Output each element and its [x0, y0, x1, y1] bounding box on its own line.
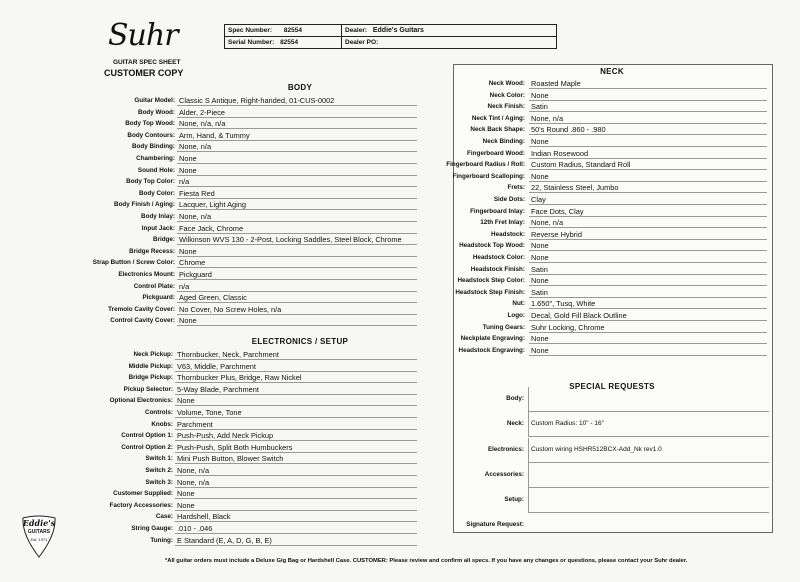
neck-spec-row	[0, 136, 800, 147]
neck-spec-row	[0, 264, 800, 275]
spec-number-cell	[225, 25, 342, 37]
neck-spec-row	[0, 287, 800, 298]
neck-spec-row	[0, 206, 800, 217]
electronics-spec-label: Tuning:	[150, 536, 173, 544]
body-spec-value: Arm, Hand, & Tummy	[179, 130, 250, 140]
body-spec-value: Classic S Antique, Right-handed, 01-CUS-0002	[179, 96, 335, 105]
neck-spec-value: None	[531, 137, 549, 146]
electronics-spec-value: 5-Way Blade, Parchment	[177, 384, 259, 394]
body-spec-value: Chrome	[179, 258, 206, 268]
body-spec-value: Face Jack, Chrome	[179, 223, 244, 233]
neck-spec-value: None	[531, 253, 549, 262]
neck-spec-label: Headstock Engraving:	[458, 346, 525, 354]
neck-spec-label: Headstock:	[491, 230, 525, 238]
electronics-spec-row	[0, 511, 800, 522]
electronics-spec-label: Bridge Pickup:	[128, 374, 173, 382]
special-request-box	[528, 488, 769, 513]
neck-spec-label: Fingerboard Wood:	[467, 149, 525, 157]
electronics-spec-value: Push-Push, Split Both Humbuckers	[177, 442, 293, 452]
body-spec-value: Fiesta Red	[179, 188, 215, 198]
electronics-spec-label: Control Option 1:	[121, 432, 173, 440]
electronics-spec-value: Volume, Tone, Tone	[177, 408, 242, 417]
neck-spec-row	[0, 159, 800, 170]
electronics-spec-value: E Standard (E, A, D, G, B, E)	[177, 535, 272, 545]
body-spec-value: n/a	[179, 281, 190, 291]
neck-spec-row	[0, 240, 800, 251]
special-request-value: Custom wiring HSHR512BCX-Add_Nk rev1.0	[531, 446, 662, 453]
neck-spec-row	[0, 124, 800, 135]
special-request-label: Neck:	[506, 420, 524, 427]
serial-number-cell	[225, 37, 342, 49]
neck-spec-row	[0, 182, 800, 193]
neck-spec-row	[0, 148, 800, 159]
electronics-spec-row	[0, 523, 800, 534]
neck-spec-label: Headstock Step Color:	[457, 277, 525, 285]
neck-spec-row	[0, 194, 800, 205]
electronics-spec-row	[0, 372, 800, 383]
body-spec-value: Aged Green, Classic	[179, 293, 247, 303]
body-spec-value: No Cover, No Screw Holes, n/a	[179, 304, 282, 314]
neck-spec-label: Headstock Finish:	[470, 265, 525, 273]
spec-table	[224, 24, 557, 49]
body-spec-label: Body Top Color:	[126, 178, 175, 186]
electronics-spec-label: Control Option 2:	[121, 443, 173, 451]
body-spec-value: None, n/a	[179, 142, 212, 152]
body-spec-label: Bridge:	[152, 236, 175, 244]
body-spec-value: Wilkinson WVS 130 - 2-Post, Locking Saddles, Steel Block, Chrome	[179, 235, 402, 245]
neck-spec-value: Reverse Hybrid	[531, 229, 582, 239]
neck-spec-row	[0, 78, 800, 89]
special-request-label: Setup:	[504, 496, 524, 503]
electronics-spec-value: V63, Middle, Parchment	[177, 361, 256, 371]
neck-spec-value: Suhr Locking, Chrome	[531, 322, 605, 332]
logo-text: Suhr	[108, 18, 178, 53]
neck-spec-row	[0, 252, 800, 263]
neck-spec-label: Tuning Gears:	[482, 323, 525, 331]
body-spec-value: None, n/a, n/a	[179, 119, 226, 129]
neck-spec-label: Neck Binding:	[482, 138, 525, 145]
electronics-spec-value: None	[177, 500, 195, 510]
electronics-spec-label: Optional Electronics:	[109, 397, 173, 405]
body-spec-label: Bridge Recess:	[129, 247, 175, 255]
neck-spec-label: Headstock Top Wood:	[459, 242, 525, 250]
special-request-value: Custom Radius: 10" - 16"	[531, 420, 604, 427]
neck-spec-value: None	[531, 241, 549, 251]
body-spec-value: None	[179, 316, 197, 326]
electronics-spec-value: .010 - .046	[177, 524, 213, 533]
neck-spec-label: Nut:	[512, 300, 525, 308]
special-requests-title: SPECIAL REQUESTS	[569, 382, 655, 391]
body-spec-label: Tremolo Cavity Cover:	[108, 305, 175, 313]
sheet-subtitle: GUITAR SPEC SHEET	[113, 59, 181, 66]
body-spec-label: Sound Hole:	[137, 166, 175, 174]
neck-spec-row	[0, 113, 800, 124]
electronics-spec-value: Thornbucker, Neck, Parchment	[177, 350, 279, 359]
electronics-spec-label: String Gauge:	[131, 525, 173, 532]
electronics-spec-label: Knobs:	[151, 420, 173, 428]
neck-spec-label: Neckplate Engraving:	[460, 335, 525, 343]
electronics-spec-value: None	[177, 489, 195, 499]
neck-spec-value: Clay	[531, 195, 546, 204]
neck-spec-label: Logo:	[507, 312, 525, 319]
electronics-spec-label: Factory Accessories:	[109, 501, 173, 509]
badge-line2: GUITARS	[27, 529, 51, 535]
special-request-box	[528, 463, 769, 488]
dealer-cell	[342, 25, 557, 37]
electronics-spec-value: Mini Push Button, Blower Switch	[177, 454, 284, 464]
special-request-label: Electronics:	[487, 446, 524, 453]
dealer-value: Eddie's Guitars	[372, 27, 424, 34]
neck-spec-value: Satin	[531, 264, 548, 274]
neck-spec-value: None, n/a	[531, 218, 564, 228]
neck-spec-label: Neck Finish:	[487, 103, 525, 111]
body-spec-label: Body Binding:	[131, 143, 175, 151]
electronics-spec-value: Push-Push, Add Neck Pickup	[177, 431, 274, 441]
neck-spec-label: Neck Color:	[489, 91, 525, 99]
electronics-spec-value: Thornbucker Plus, Bridge, Raw Nickel	[177, 373, 302, 383]
body-spec-label: Input Jack:	[141, 224, 175, 232]
neck-spec-label: Frets:	[507, 184, 525, 192]
neck-spec-row	[0, 345, 800, 356]
neck-spec-label: Neck Tint / Aging:	[471, 114, 525, 122]
signature-request-label: Signature Request:	[466, 521, 524, 528]
body-spec-value: Alder, 2-Piece	[179, 107, 226, 117]
neck-spec-label: 12th Fret Inlay:	[480, 219, 525, 227]
neck-spec-label: Neck Back Shape:	[470, 126, 525, 134]
electronics-spec-value: None, n/a	[177, 466, 210, 475]
body-spec-label: Electronics Mount:	[118, 271, 175, 278]
special-request-label: Accessories:	[484, 471, 524, 478]
neck-spec-row	[0, 310, 800, 321]
electronics-spec-label: Case:	[155, 513, 173, 521]
body-spec-label: Chambering:	[136, 155, 175, 162]
footer-note: *All guitar orders must include a Deluxe Gig Bag or Hardshell Case. CUSTOMER: Please review and confirm all specs. If you have any changes or questions, please contact your Suhr dealer.	[165, 558, 688, 564]
neck-spec-row	[0, 333, 800, 344]
neck-spec-row	[0, 101, 800, 112]
neck-spec-value: None	[531, 276, 549, 286]
neck-spec-label: Fingerboard Inlay:	[470, 207, 525, 215]
neck-spec-row	[0, 298, 800, 309]
neck-spec-value: 50's Round .860 - .980	[531, 125, 606, 135]
neck-spec-value: 1.650", Tusq, White	[531, 299, 596, 309]
neck-spec-value: Custom Radius, Standard Roll	[531, 160, 631, 170]
spec-number-value: 82554	[283, 27, 302, 34]
electronics-spec-label: Pickup Selector:	[123, 385, 173, 393]
neck-spec-value: Satin	[531, 287, 548, 297]
electronics-spec-label: Switch 1:	[145, 455, 173, 463]
neck-spec-value: None	[531, 90, 549, 100]
body-spec-value: None	[179, 246, 197, 256]
badge-line1: Eddie's	[22, 518, 56, 528]
electronics-spec-row	[0, 535, 800, 546]
electronics-section-title: ELECTRONICS / SETUP	[251, 337, 349, 346]
neck-spec-value: 22, Stainless Steel, Jumbo	[531, 183, 619, 193]
electronics-spec-value: Parchment	[177, 419, 213, 429]
neck-spec-value: None	[531, 334, 549, 344]
serial-number-value: 82554	[280, 39, 299, 46]
body-spec-label: Body Finish / Aging:	[114, 201, 175, 209]
neck-spec-row	[0, 275, 800, 286]
neck-spec-underline	[529, 355, 767, 356]
neck-spec-label: Side Dots:	[493, 196, 525, 203]
neck-spec-value: Decal, Gold Fill Black Outline	[531, 311, 627, 320]
body-spec-value: None	[179, 154, 197, 163]
electronics-spec-label: Neck Pickup:	[133, 351, 173, 358]
body-spec-value: Lacquer, Light Aging	[179, 200, 246, 210]
spec-number-label: Spec Number:	[228, 27, 273, 34]
neck-spec-row	[0, 322, 800, 333]
neck-spec-row	[0, 229, 800, 240]
body-spec-label: Control Plate:	[133, 282, 175, 290]
body-spec-value: n/a	[179, 177, 190, 187]
neck-spec-value: None	[531, 171, 549, 181]
electronics-spec-label: Middle Pickup:	[128, 362, 173, 370]
electronics-spec-value: None, n/a	[177, 477, 210, 487]
special-request-label: Body:	[506, 395, 524, 402]
suhr-logo	[108, 18, 180, 58]
electronics-spec-label: Switch 3:	[145, 478, 173, 486]
neck-spec-value: Roasted Maple	[531, 79, 581, 88]
neck-spec-value: Indian Rosewood	[531, 148, 589, 158]
body-spec-value: Pickguard	[179, 270, 212, 279]
neck-spec-row	[0, 90, 800, 101]
body-spec-value: None	[179, 165, 197, 175]
body-spec-label: Pickguard:	[142, 294, 175, 302]
neck-spec-value: Face Dots, Clay	[531, 206, 584, 216]
neck-spec-label: Headstock Color:	[472, 254, 525, 261]
body-section-title: BODY	[287, 83, 313, 92]
special-request-box	[528, 387, 769, 412]
neck-spec-value: None	[531, 345, 549, 355]
neck-spec-label: Headstock Step Finish:	[455, 288, 525, 296]
electronics-spec-label: Switch 2:	[145, 467, 173, 474]
neck-spec-label: Fingerboard Radius / Roll:	[446, 161, 525, 169]
neck-spec-label: Neck Wood:	[488, 80, 525, 87]
body-spec-value: None, n/a	[179, 212, 212, 221]
electronics-spec-underline	[175, 545, 417, 546]
neck-spec-row	[0, 217, 800, 228]
body-spec-label: Body Inlay:	[141, 213, 175, 220]
body-spec-label: Body Contours:	[127, 131, 175, 139]
badge-line3: Est. 1971	[30, 537, 48, 542]
serial-number-label: Serial Number:	[228, 39, 275, 46]
body-spec-label: Control Cavity Cover:	[110, 317, 175, 325]
body-spec-label: Body Color:	[138, 189, 175, 197]
body-spec-label: Guitar Model:	[134, 97, 175, 104]
dealer-po-cell	[342, 37, 557, 49]
electronics-spec-label: Controls:	[145, 409, 173, 416]
electronics-spec-row	[0, 361, 800, 372]
dealer-label: Dealer:	[345, 27, 368, 34]
dealer-po-label: Dealer PO:	[345, 39, 379, 46]
neck-spec-value: Satin	[531, 102, 548, 112]
copy-label: CUSTOMER COPY	[104, 68, 184, 78]
eddies-guitars-badge	[20, 515, 58, 564]
neck-spec-value: None, n/a	[531, 113, 564, 123]
body-spec-label: Body Top Wood:	[125, 120, 175, 128]
neck-section-title: NECK	[600, 67, 624, 76]
body-spec-label: Strap Button / Screw Color:	[92, 259, 175, 267]
neck-spec-label: Fingerboard Scalloping:	[452, 172, 525, 180]
electronics-spec-label: Customer Supplied:	[113, 490, 173, 498]
electronics-spec-value: None	[177, 396, 195, 406]
neck-spec-row	[0, 171, 800, 182]
electronics-spec-value: Hardshell, Black	[177, 512, 231, 522]
body-spec-label: Body Wood:	[138, 108, 175, 116]
